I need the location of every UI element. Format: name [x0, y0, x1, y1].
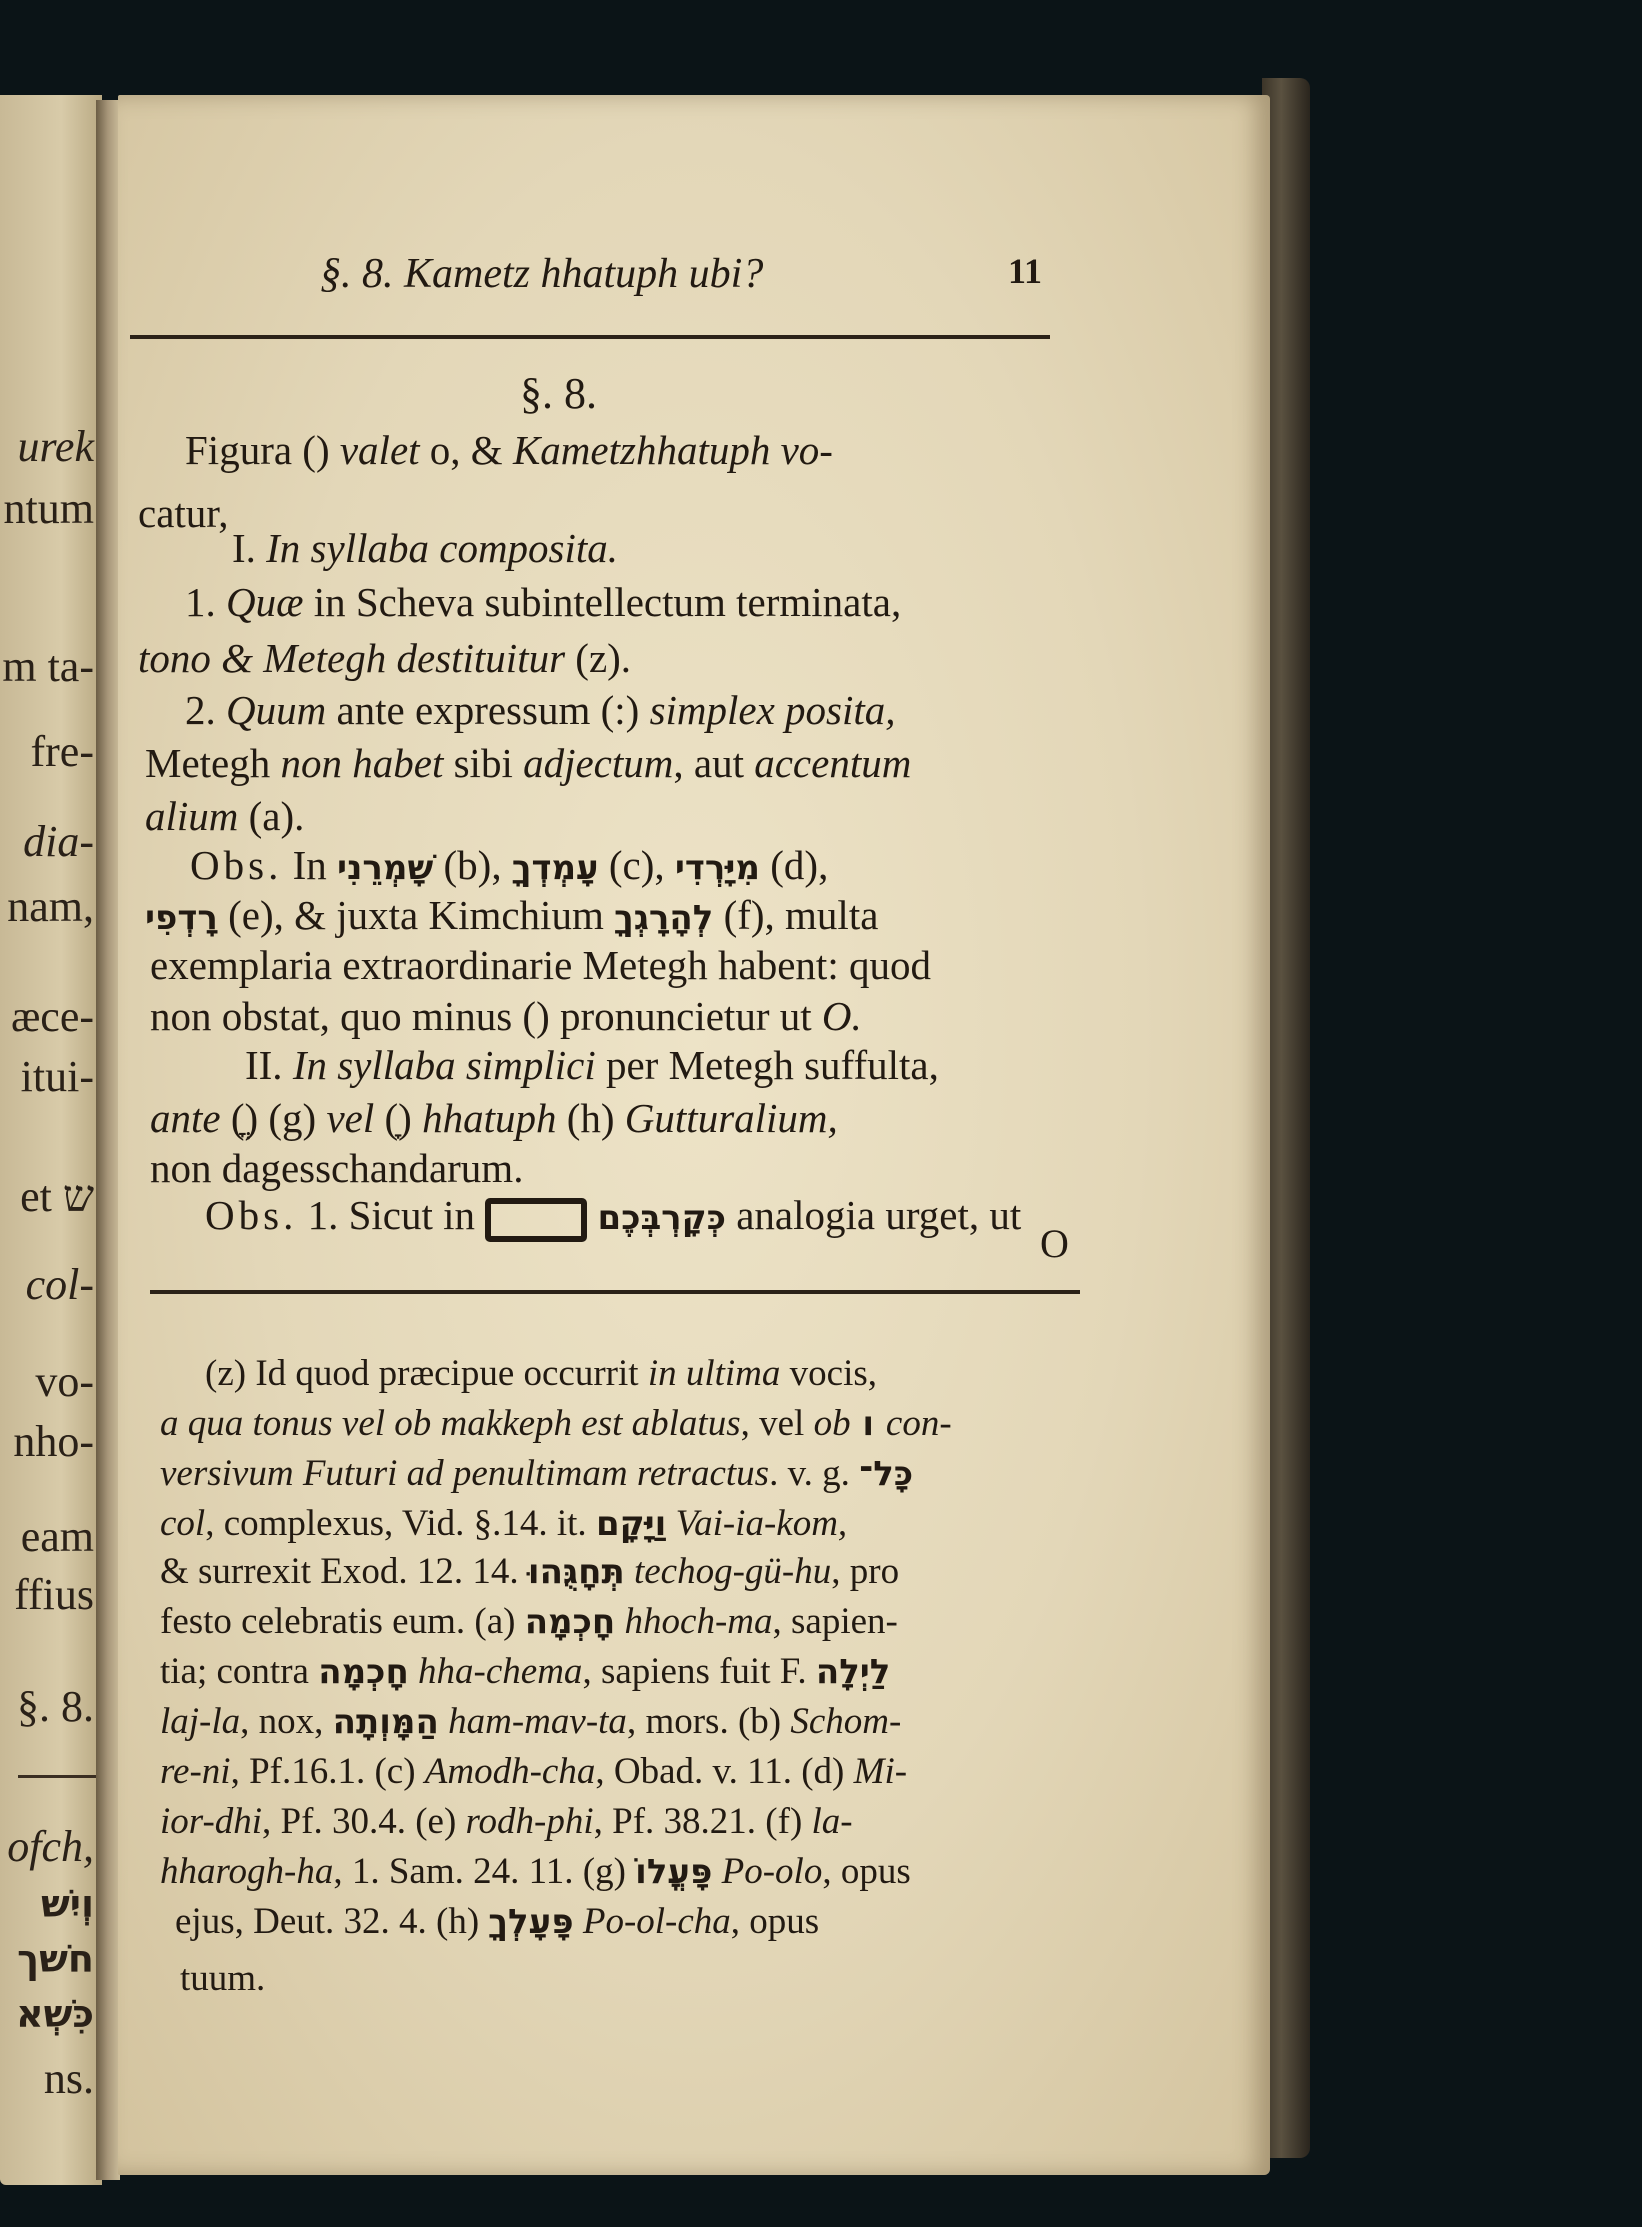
body-line: ante (ֳ) (g) vel (ָ) hhatuph (h) Gutturalium,	[150, 1095, 838, 1141]
footnote-line: a qua tonus vel ob makkeph est ablatus, vel ob ו con-	[160, 1403, 952, 1444]
footnote-line: & surrexit Exod. 12. 14. תְּחָגֻּהוּ techog-gü-hu, pro	[160, 1551, 900, 1592]
page-header	[190, 250, 1050, 310]
running-title: §. 8. Kametz hhatuph ubi?	[320, 251, 764, 297]
body-line: 2. Quum ante expressum (:) simplex posita,	[185, 687, 896, 733]
body-line: רָדְפִי (e), & juxta Kimchium לְהָרָגְךָ (f), multa	[145, 892, 879, 938]
left-fragment: m ta-	[2, 642, 94, 691]
footnote-line: versivum Futuri ad penultimam retractus. v. g. כָּל־	[160, 1453, 914, 1494]
left-page-rule	[18, 1775, 98, 1778]
left-fragment: itui-	[20, 1052, 94, 1101]
left-fragment: ns.	[43, 2054, 94, 2103]
body-line: 1. Quæ in Scheva subintellectum terminata,	[185, 579, 902, 625]
footnote-line: col, complexus, Vid. §.14. it. וַיָּקָם Vai-ia-kom,	[160, 1503, 848, 1544]
left-fragment: æce-	[10, 992, 94, 1041]
body-line: catur,	[138, 490, 229, 536]
body-line: non dagesschandarum.	[150, 1145, 524, 1191]
left-page-edge	[0, 95, 102, 2185]
box-ornament-icon	[485, 1198, 587, 1242]
left-fragment: §. 8.	[17, 1682, 94, 1731]
footnote-line: laj-la, nox, הַמָּוְתָה ham-mav-ta, mors. (b) Schom-	[160, 1701, 902, 1742]
body-line: Figura () valet o, & Kametzhhatuph vo-	[185, 427, 833, 473]
left-fragment: fre-	[30, 727, 94, 776]
header-rule	[130, 335, 1050, 339]
body-line: Metegh non habet sibi adjectum, aut accentum	[145, 740, 912, 786]
left-fragment: ofch,	[7, 1822, 94, 1871]
left-fragment: כִּשְׁא	[15, 1992, 94, 2036]
left-fragment: col-	[25, 1260, 94, 1309]
footnote-line: re-ni, Pf.16.1. (c) Amodh-cha, Obad. v. 11. (d) Mi-	[160, 1751, 908, 1792]
left-fragment: vo-	[35, 1357, 94, 1406]
body-line: exemplaria extraordinarie Metegh habent: quod	[150, 942, 931, 988]
body-line: alium (a).	[145, 793, 305, 839]
body-line: non obstat, quo minus () pronuncietur ut O.	[150, 993, 862, 1039]
footnote-rule	[150, 1290, 1080, 1294]
body-line: Obs. In שָׁמְרֵנִי (b), עָמְדְךָ (c), מִיָּרְדִי (d),	[190, 842, 829, 888]
left-fragment: nam,	[7, 882, 94, 931]
footnote-line: festo celebratis eum. (a) חָכְמָה hhoch-ma, sapien-	[160, 1601, 898, 1642]
left-fragment: eam	[20, 1512, 94, 1561]
book-gutter	[96, 100, 120, 2180]
left-fragment: חשׁך	[17, 1937, 94, 1981]
page-number: 11	[1007, 251, 1042, 291]
left-fragment: et ש	[20, 1172, 94, 1221]
footnote-line: ejus, Deut. 32. 4. (h) פָּעָלְךָ Po-ol-cha, opus	[175, 1901, 820, 1942]
body-line: tono & Metegh destituitur (z).	[138, 635, 632, 681]
section-heading: §. 8.	[520, 369, 597, 418]
left-fragment: ffius	[14, 1570, 94, 1619]
body-line: II. In syllaba simplici per Metegh suffulta,	[245, 1042, 939, 1088]
footnote-line: hharogh-ha, 1. Sam. 24. 11. (g) פָּעֳלוֹ Po-olo, opus	[160, 1851, 911, 1892]
left-fragment: dia-	[23, 817, 94, 866]
footnote-line: ior-dhi, Pf. 30.4. (e) rodh-phi, Pf. 38.21. (f) la-	[160, 1801, 853, 1842]
left-fragment: urek	[17, 422, 94, 471]
left-fragment: nho-	[13, 1417, 94, 1466]
left-fragment: וְיִשׁ	[40, 1882, 94, 1926]
body-line: Obs. 1. Sicut in כְּקָרְבְּכֶם analogia urget, ut	[205, 1195, 1021, 1242]
body-line: I. In syllaba composita.	[232, 525, 619, 571]
footnote-line: tia; contra חָכְמָה hha-chema, sapiens fuit F. לַיְלָה	[160, 1651, 891, 1692]
footnote-line: tuum.	[180, 1958, 266, 1999]
left-fragment: ntum	[3, 484, 94, 533]
catchword: O	[1040, 1221, 1069, 1266]
footnote-line: (z) Id quod præcipue occurrit in ultima vocis,	[205, 1353, 878, 1394]
